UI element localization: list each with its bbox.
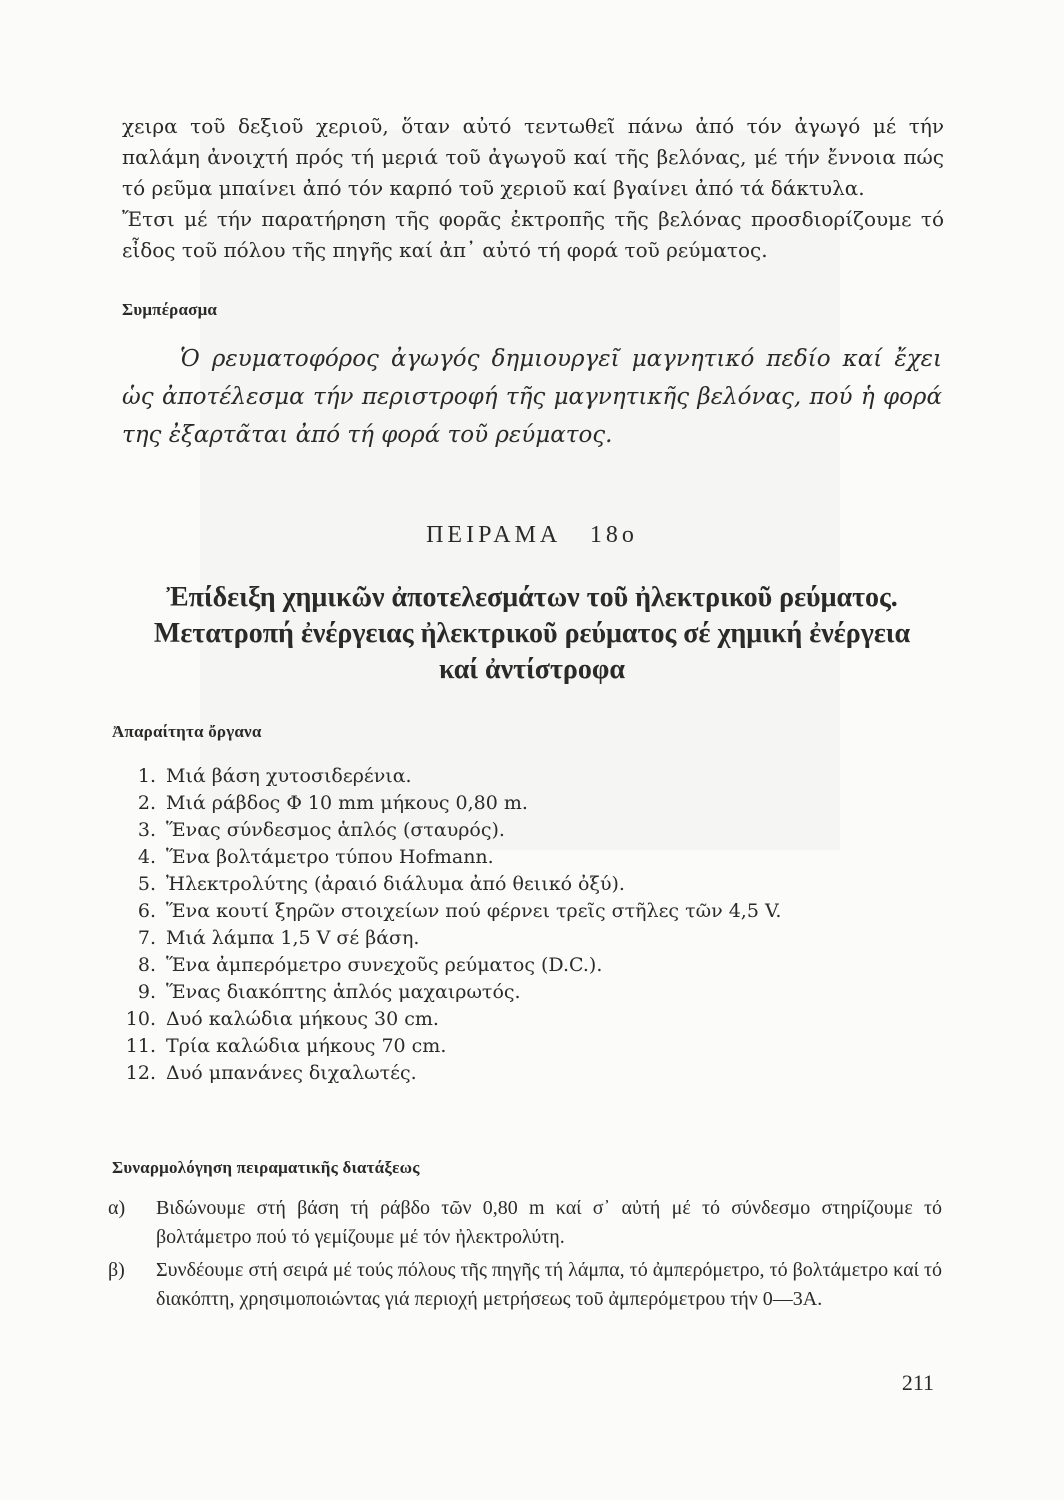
item-text: Μιά λάμπα 1,5 V σέ βάση. xyxy=(166,927,420,949)
list-item xyxy=(112,871,832,898)
item-number: 10. xyxy=(125,1008,156,1030)
item-number: 8. xyxy=(137,954,156,976)
assembly-heading: Συναρμολόγηση πειραματικῆς διατάξεως xyxy=(112,1158,420,1177)
intro-text xyxy=(122,111,944,266)
intro-paragraph-2: Ἔτσι μέ τήν παρατήρηση τῆς φορᾶς ἐκτροπῆς τῆς βελόνας προσδιορίζουμε τό εἶδος τοῦ πόλου τῆς πηγῆς καί ἀπ᾽ αὐτό τή φορά τοῦ ρεύματος. xyxy=(122,207,944,262)
tools-heading: Ἀπαραίτητα ὄργανα xyxy=(112,722,262,741)
item-number: 4. xyxy=(137,846,156,868)
list-item xyxy=(108,1194,942,1252)
step-label: β) xyxy=(108,1259,125,1281)
conclusion-heading: Συμπέρασμα xyxy=(122,300,218,319)
item-number: 3. xyxy=(137,819,156,841)
item-number: 2. xyxy=(137,792,156,814)
list-item xyxy=(112,763,832,790)
list-item xyxy=(112,1033,832,1060)
list-item xyxy=(112,898,832,925)
conclusion-block xyxy=(122,340,942,454)
item-number: 6. xyxy=(137,900,156,922)
list-item xyxy=(112,790,832,817)
item-text: Ἠλεκτρολύτης (ἀραιό διάλυμα ἀπό θειικό ὀξύ). xyxy=(166,873,625,895)
step-text: Συνδέουμε στή σειρά μέ τούς πόλους τῆς πηγῆς τή λάμπα, τό ἀμπερόμετρο, τό βολτάμετρο καί τό διακόπτη, χρησιμοποιώντας γιά περιοχή μετρήσεως τοῦ ἀμπερόμετρου τήν 0—3A. xyxy=(156,1259,942,1310)
assembly-steps xyxy=(108,1194,942,1314)
page-number: 211 xyxy=(901,1370,934,1395)
list-item xyxy=(108,1256,942,1314)
list-item xyxy=(112,1006,832,1033)
item-number: 7. xyxy=(137,927,156,949)
item-number: 5. xyxy=(137,873,156,895)
list-item xyxy=(112,1060,832,1087)
step-text: Βιδώνουμε στή βάση τή ράβδο τῶν 0,80 m καί σ᾽ αὐτή μέ τό σύνδεσμο στηρίζουμε τό βολτάμετρο πού τό γεμίζουμε μέ τόν ἠλεκτρολύτη. xyxy=(156,1197,942,1248)
item-text: Ἕνα βολτάμετρο τύπου Hofmann. xyxy=(166,846,494,868)
experiment-subtitle xyxy=(122,580,942,688)
intro-paragraph: χειρα τοῦ δεξιοῦ χεριοῦ, ὅταν αὐτό τεντωθεῖ πάνω ἀπό τόν ἀγωγό μέ τήν παλάμη ἀνοιχτή πρός τή μεριά τοῦ ἀγωγοῦ καί τῆς βελόνας, μέ τήν ἔννοια πώς τό ρεῦμα μπαίνει ἀπό τόν καρπό τοῦ χεριοῦ καί βγαίνει ἀπό τά δάκτυλα. xyxy=(122,114,944,200)
item-text: Τρία καλώδια μήκους 70 cm. xyxy=(166,1035,447,1057)
item-number: 9. xyxy=(137,981,156,1003)
experiment-subtitle-line-2: Μετατροπή ἐνέργειας ἠλεκτρικοῦ ρεύματος σέ χημική ἐνέργεια xyxy=(153,618,911,649)
item-text: Ἕνα κουτί ξηρῶν στοιχείων πού φέρνει τρεῖς στῆλες τῶν 4,5 V. xyxy=(166,900,782,922)
list-item xyxy=(112,817,832,844)
item-text: Δυό καλώδια μήκους 30 cm. xyxy=(166,1008,439,1030)
item-text: Ἕνας σύνδεσμος ἁπλός (σταυρός). xyxy=(166,819,505,841)
list-item xyxy=(112,952,832,979)
step-label: α) xyxy=(108,1197,126,1219)
tools-list xyxy=(112,763,832,1087)
list-item xyxy=(112,979,832,1006)
experiment-subtitle-line-1: Ἐπίδειξη χημικῶν ἀποτελεσμάτων τοῦ ἠλεκτρικοῦ ρεύματος. xyxy=(166,582,898,613)
list-item xyxy=(112,844,832,871)
item-text: Ἕνας διακόπτης ἁπλός μαχαιρωτός. xyxy=(166,981,521,1003)
experiment-subtitle-line-3: καί ἀντίστροφα xyxy=(439,654,625,685)
item-number: 11. xyxy=(125,1035,156,1057)
experiment-title: ΠΕΙΡΑΜΑ 18ο xyxy=(426,522,638,548)
item-text: Δυό μπανάνες διχαλωτές. xyxy=(166,1062,417,1084)
item-number: 1. xyxy=(137,765,156,787)
item-number: 12. xyxy=(125,1062,156,1084)
item-text: Μιά βάση χυτοσιδερένια. xyxy=(166,765,412,787)
item-text: Μιά ράβδος Φ 10 mm μήκους 0,80 m. xyxy=(166,792,528,814)
list-item xyxy=(112,925,832,952)
item-text: Ἕνα ἀμπερόμετρο συνεχοῦς ρεύματος (D.C.). xyxy=(166,954,603,976)
conclusion-text: Ὁ ρευματοφόρος ἀγωγός δημιουργεῖ μαγνητικό πεδίο καί ἔχει ὡς ἀποτέλεσμα τήν περιστροφή τῆς μαγνητικῆς βελόνας, πού ἡ φορά της ἐξαρτᾶται ἀπό τή φορά τοῦ ρεύματος. xyxy=(122,346,942,448)
